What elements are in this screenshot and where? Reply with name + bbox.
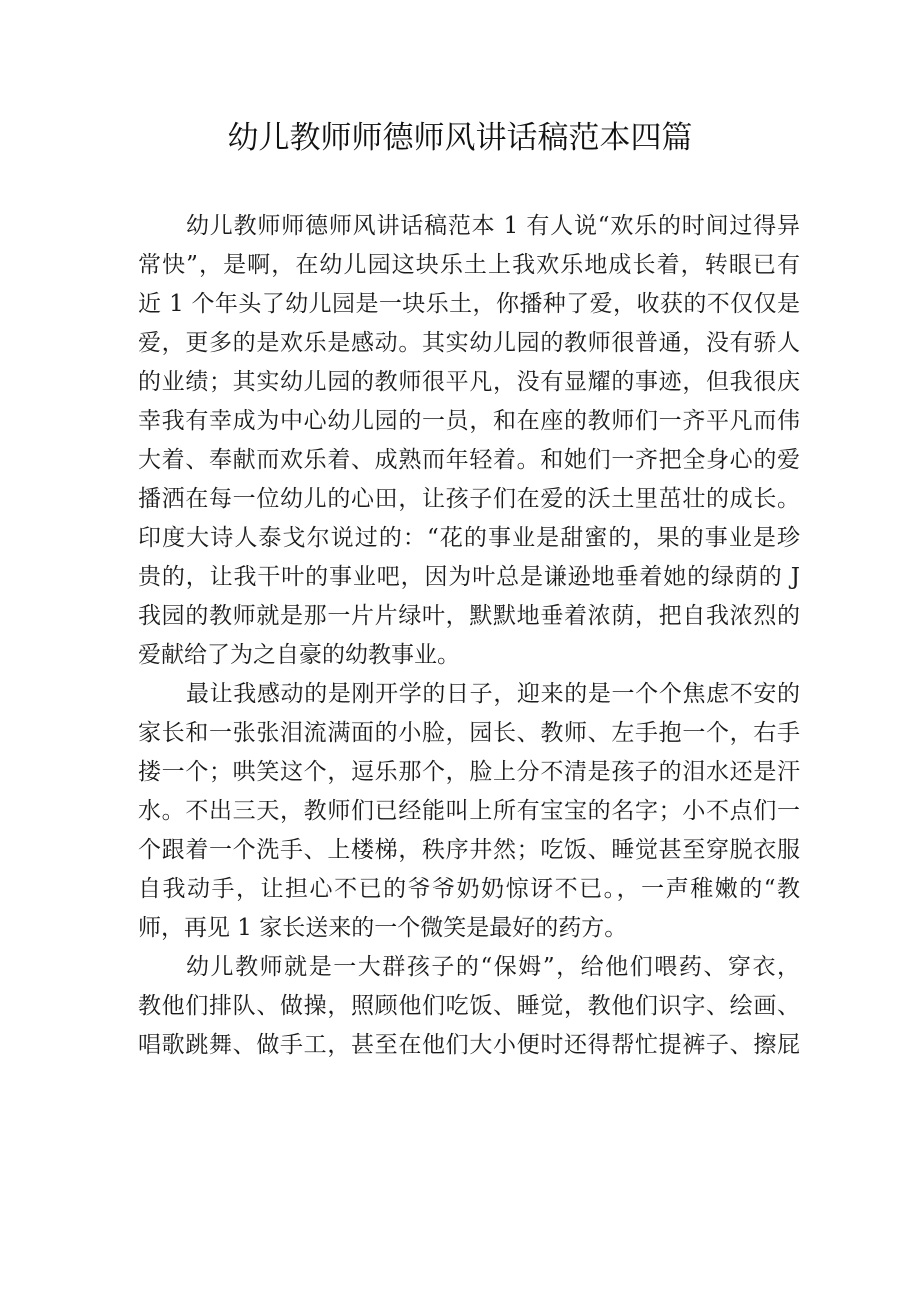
paragraph-2-line: 搂一个；哄笑这个，逗乐那个，脸上分不清是孩子的泪水还是汗: [138, 759, 800, 785]
paragraph-2-line: 家长和一张张泪流满面的小脸，园长、教师、左手抱一个，右手: [138, 720, 800, 746]
paragraph-1-line: 印度大诗人泰戈尔说过的：“花的事业是甜蜜的，果的事业是珍: [138, 525, 800, 551]
paragraph-3-line: 教他们排队、做操，照顾他们吃饭、睡觉，教他们识字、绘画、: [138, 993, 800, 1019]
paragraph-3-line: 唱歌跳舞、做手工，甚至在他们大小便时还得帮忙提裤子、擦屁: [138, 1032, 800, 1058]
paragraph-2-line: 个跟着一个洗手、上楼梯，秩序井然；吃饭、睡觉甚至穿脱衣服: [138, 837, 800, 863]
paragraph-1-line: 幸我有幸成为中心幼儿园的一员，和在座的教师们一齐平凡而伟: [138, 408, 800, 434]
paragraph-1-line: 爱，更多的是欢乐是感动。其实幼儿园的教师很普通，没有骄人: [138, 330, 800, 356]
paragraph-2-line: 最让我感动的是刚开学的日子，迎来的是一个个焦虑不安的: [186, 681, 800, 707]
paragraph-1-line: 常快”，是啊，在幼儿园这块乐土上我欢乐地成长着，转眼已有: [138, 252, 800, 278]
paragraph-1-line: 播洒在每一位幼儿的心田，让孩子们在爱的沃土里茁壮的成长。: [138, 486, 800, 512]
paragraph-1-line: 贵的，让我干叶的事业吧，因为叶总是谦逊地垂着她的绿荫的 J: [138, 564, 800, 590]
paragraph-1-line: 大着、奉献而欢乐着、成熟而年轻着。和她们一齐把全身心的爱: [138, 447, 800, 473]
paragraph-1-line: 近 1 个年头了幼儿园是一块乐土，你播种了爱，收获的不仅仅是: [138, 291, 800, 317]
paragraph-1-line: 我园的教师就是那一片片绿叶，默默地垂着浓荫，把自我浓烈的: [138, 603, 800, 629]
paragraph-2-line: 水。不出三天，教师们已经能叫上所有宝宝的名字；小不点们一: [138, 798, 800, 824]
paragraph-1-line: 的业绩；其实幼儿园的教师很平凡，没有显耀的事迹，但我很庆: [138, 369, 800, 395]
paragraph-2-line: 自我动手，让担心不已的爷爷奶奶惊讶不已。，一声稚嫩的“教: [138, 876, 800, 902]
paragraph-3-line: 幼儿教师就是一大群孩子的“保姆”，给他们喂药、穿衣，: [186, 954, 800, 980]
paragraph-1-line: 爱献给了为之自豪的幼教事业。: [138, 642, 460, 668]
paragraph-2-line: 师，再见 1 家长送来的一个微笑是最好的药方。: [138, 915, 628, 941]
document-title: 幼儿教师师德师风讲话稿范本四篇: [227, 120, 693, 156]
paragraph-1-line: 幼儿教师师德师风讲话稿范本 1 有人说“欢乐的时间过得异: [186, 213, 800, 239]
document-body: [138, 207, 800, 1065]
